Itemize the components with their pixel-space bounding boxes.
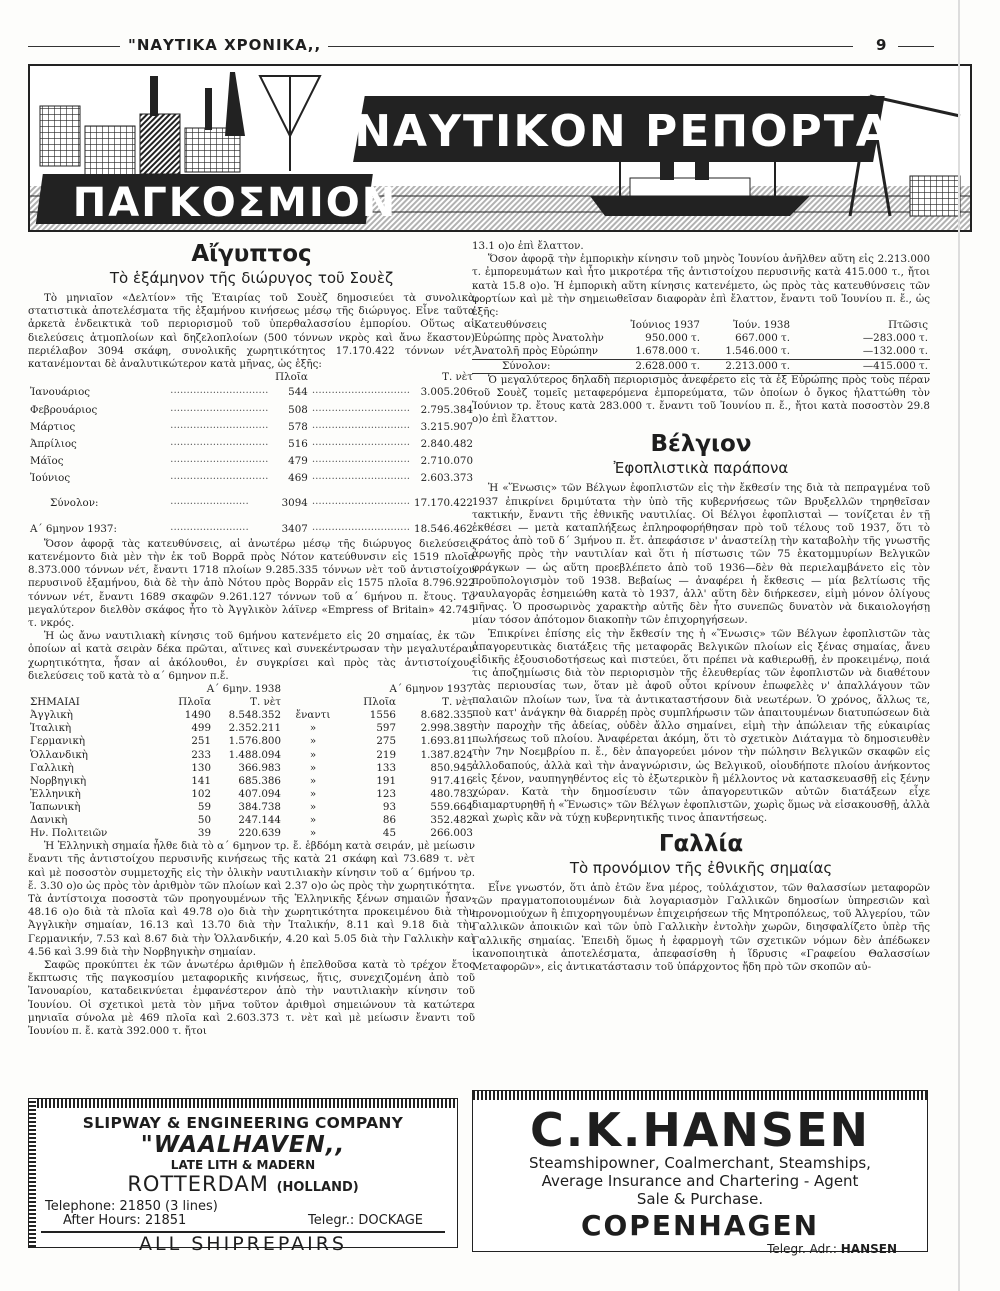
direction-total-label: Σύνολον: — [502, 359, 551, 372]
table-row — [28, 775, 475, 788]
ships-1937: 1556 — [369, 709, 396, 722]
ad-hansen — [472, 1090, 928, 1256]
flag-name: Γαλλικὴ — [30, 761, 74, 774]
month-name: Ἰανουάριος — [30, 386, 91, 399]
june-1938-value: 667.000 τ. — [735, 332, 790, 345]
ad-hatch-top — [29, 1099, 457, 1108]
france-subheading: Τὸ προνόμιον τῆς ἐθνικῆς σημαίας — [569, 858, 833, 877]
tons-1937: 480.783 — [430, 787, 473, 800]
versus-marker: » — [309, 774, 317, 787]
egypt-para7: Ὁ μεγαλύτερος δηλαδὴ περιορισμὸς ἀνεφέρετο εἰς τὰ ἐξ Εὐρώπης πρὸς τοὺς πέραν τοῦ Σουὲζ τομεῖς μεταφερόμενα ἐμπορεύματα, τῶν ὁποίων ὁ ὄγκος ἠλαττώθη τὸν Ἰούνιον τρ. ἔτους κατὰ 283.000 τ. ἔναντι τοῦ Ἰουνίου π. ἔ., ἤτοι κατὰ ποσοστὸν 29.8 ο)ο ἐπὶ ἔλαττον. — [472, 373, 930, 426]
col-direction: Κατευθύνσεις — [474, 319, 547, 332]
month-tons: 2.840.482 — [420, 437, 473, 450]
ships-1937: 133 — [376, 761, 396, 774]
ad-hansen-telegr-label: Telegr. Adr.: — [767, 1242, 837, 1256]
versus-marker: » — [309, 722, 317, 735]
running-head — [28, 36, 972, 58]
table-row — [28, 749, 475, 762]
ad-waalhaven-after-hours: After Hours: 21851 — [63, 1213, 187, 1228]
tons-1938: 220.639 — [238, 827, 281, 840]
ad-hansen-name: C.K.HANSEN — [529, 1103, 870, 1157]
ships-1938: 59 — [197, 800, 211, 813]
leader-dots: .............................. — [311, 401, 411, 414]
ships-1938: 499 — [191, 722, 211, 735]
ad-waalhaven-name: "WAALHAVEN,, — [140, 1132, 346, 1158]
ships-1937: 219 — [376, 748, 396, 761]
belgium-para2: Ἐπικρίνει ἐπίσης εἰς τὴν ἔκθεσίν της ἡ «Ἕνωσις» τῶν Βέλγων ἐφοπλιστῶν τὰς ἀπαγορευτικὰς διατάξεις τῆς μεταφορᾶς Βελγικῶν πλοίων εἰς ξένας σημαίας, ἄνευ εἰδικῆς ἐξουσιοδοτήσεως καὶ πιστεύει, ὅτι πρέπει νὰ καθιερωθῇ, ἐν προκειμένῳ, ποιά τις ἀποζημίωσις διὰ τὸν περιορισμὸν τῆς ἐλευθερίας τῶν ἐφοπλιστῶν νὰ διαθέτουν τὰς περιουσίας των, ὅταν μὲ ἀφοῦ οὗτοι κρίνουν ἐπωφελὲς ν' ἀπαλλάγουν τῶν παλαιῶν πλοίων των, ἵνα τὰ ἀντικαταστήσουν διὰ νεωτέρων. Ὁ χρόνος, ἄλλως τε, ποὺ κατ' ἀνάγκην θὰ διαρρέῃ πρὸς συμπλήρωσιν τῶν ἀπαιτουμένων διατυπώσεων διὰ τὴν παροχὴν τῆς ἀδείας, οὐδὲν ἄλλο σημαίνει, εἰμὴ τὴν ἀπώλειαν τῆς εὐκαιρίας πωλήσεως τοῦ πλοίου. Ἀναφέρεται ἀκόμη, ὅτι τὸ σχετικὸν Διάταγμα τὸ δημοσιευθὲν τὴν 7ην Νοεμβρίου π. ἔ., δὲν ἀπαγορεύει μόνον τὴν πώλησιν Βελγικῶν σκαφῶν εἰς ἀλλοδαπούς, ἀλλὰ καὶ τὴν ἀναγνώρισιν, ὡς Βελγικοῦ, οἱουδήποτε πλοίου ἀνήκοντος εἰς ξένον, ναυπηγηθέντος εἰς τὸ ἐξωτερικὸν ἢ μέλλοντος νὰ κατασκευασθῇ εἰς ξένην χώραν. Κατὰ τὴν δημοσίευσιν τῶν ἀπαγορευτικῶν αὐτῶν διατάξεων εἶχε διαμαρτυρηθῆ ἡ «Ἕνωσις» τῶν Βέλγων ἐφοπλιστῶν, χωρὶς ὅμως νὰ εἰσακουσθῇ, ἀλλὰ καὶ χωρὶς κἂν νὰ τύχῃ κυβερνητικῆς τινος ἀπαντήσεως. — [472, 627, 930, 825]
tons-1937: 352.482 — [430, 813, 473, 826]
tons-1938: 407.094 — [238, 787, 281, 800]
direction-total-row — [472, 360, 930, 374]
month-ships: 469 — [288, 472, 308, 485]
prev-label: Α΄ 6μηνον 1937: — [30, 522, 117, 535]
col-tons-header: Τ. νὲτ — [442, 371, 473, 384]
leader-dots: .............................. — [170, 401, 269, 414]
versus-marker: » — [309, 761, 317, 774]
flag-name: Ην. Πολιτειῶν — [30, 827, 108, 840]
tons-1937: 850.945 — [430, 761, 473, 774]
header-rule-middle — [328, 46, 853, 47]
tons-1938: 247.144 — [238, 813, 281, 826]
ships-1938: 39 — [197, 827, 211, 840]
banner-illustration — [30, 66, 970, 230]
header-rule-left — [28, 46, 120, 47]
drop-value: —132.000 τ. — [862, 345, 928, 358]
tons-1938: 366.983 — [238, 761, 281, 774]
ad-hansen-telegr — [473, 1242, 927, 1256]
total-tons: 17.170.422 — [414, 497, 473, 510]
reportage-banner — [28, 64, 972, 232]
ships-1937: 191 — [376, 774, 396, 787]
egypt-para3: Ἡ ὡς ἄνω ναυτιλιακὴ κίνησις τοῦ 6μήνου κατενέμετο εἰς 20 σημαίας, ἐκ τῶν ὁποίων αἱ κατὰ σειρὰν δέκα πρῶται, αἵτινες καὶ συνεκέντρωσαν τὴν μεγαλυτέραν χωρητικότητα, ἦσαν αἱ ἀκόλουθοι, ἐν συγκρίσει καὶ πρὸς τὰς ἀντιστοίχους διελεύσεις τοῦ κατὰ τὸ α΄ 6μηνον π.ἔ. — [28, 630, 475, 682]
table-row — [28, 709, 475, 722]
month-name: Μάρτιος — [30, 420, 76, 433]
flags-header-row — [28, 696, 475, 709]
table-row — [28, 788, 475, 801]
table-row — [28, 436, 475, 453]
drop-value: —283.000 τ. — [862, 332, 928, 345]
ad-waalhaven-country: (HOLLAND) — [276, 1180, 359, 1195]
period-1938: Α΄ 6μην. 1938 — [206, 683, 281, 696]
banner-title-main — [353, 96, 926, 162]
table-row — [28, 735, 475, 748]
ships-1937: 275 — [376, 735, 396, 748]
flag-name: Ὁλλανδικὴ — [30, 748, 88, 761]
month-tons: 2.795.384 — [420, 403, 473, 416]
ad-waalhaven-telegr-value: DOCKAGE — [358, 1213, 423, 1228]
col-june-1937: Ἰούνιος 1937 — [630, 319, 700, 332]
period-1937: Α΄ 6μηνον 1937 — [389, 683, 473, 696]
ships-1938: 251 — [191, 735, 211, 748]
month-name: Ἰούνιος — [30, 472, 71, 485]
month-name: Φεβρουάριος — [30, 403, 98, 416]
banner-title-line2: ΠΑΓΚΟΣΜΙΟΝ — [72, 180, 398, 226]
flag-name: Ἰταλικὴ — [30, 722, 72, 735]
table-row — [28, 827, 475, 840]
tons-1937: 8.682.335 — [420, 709, 473, 722]
ad-waalhaven-late: LATE LITH & MADERN — [170, 1158, 316, 1172]
ships-1937: 86 — [382, 813, 396, 826]
egypt-continuation: 13.1 ο)ο ἐπὶ ἔλαττον. — [472, 240, 584, 252]
month-tons: 3.005.206 — [420, 386, 473, 399]
month-ships: 516 — [288, 437, 308, 450]
table-row — [28, 384, 475, 401]
belgium-heading: Βέλγιον — [650, 431, 752, 458]
leader-dots: .............................. — [311, 453, 411, 466]
ad-hansen-telegr-value: HANSEN — [840, 1242, 897, 1256]
month-name: Μάϊος — [30, 455, 64, 468]
tons-1938: 685.386 — [238, 774, 281, 787]
egypt-intro: Τὸ μηνιαῖον «Δελτίον» τῆς Ἑταιρίας τοῦ Σουὲζ δημοσιεύει τὰ συνολικὰ στατιστικὰ ἀποτελέσματα τῆς ἑξαμήνου κινήσεως μέσῳ τῆς διώρυγος. Εἶνε ταῦτα ἀρκετὰ ἐνδεικτικὰ τοῦ περιορισμοῦ τοῦ ὑπερθαλασσίου ἐμπορίου. Οὕτως αἱ διελεύσεις ἀτμοπλοίων καὶ δηζελοπλοίων (500 τόννων νκρὸς καὶ ἄνω ἕκαστον) περιέλαβον 3094 σκάφη, συνολικῆς χωρητικότητος 17.170.422 τόννων νέτ, κατανέμονται δὲ ἀναλυτικώτερον κατὰ μῆνας, ὡς ἑξῆς: — [28, 292, 475, 371]
table-row — [28, 419, 475, 436]
col-drop: Πτῶσις — [888, 319, 928, 332]
ad-waalhaven-company: SLIPWAY & ENGINEERING COMPANY — [82, 1114, 404, 1132]
month-ships: 544 — [288, 386, 308, 399]
ad-hansen-hatch-top — [473, 1091, 927, 1100]
direction-name: Ἀνατολῆ πρὸς Εὐρώπην — [474, 345, 598, 358]
monthly-table-header — [28, 371, 475, 384]
prev-period-row: Α΄ 6μηνον 1937: ........................ 3407 .............................. 18.546.462 — [28, 521, 475, 538]
month-ships: 578 — [288, 420, 308, 433]
month-tons: 2.710.070 — [420, 455, 473, 468]
ships-1938: 50 — [197, 813, 211, 826]
tons-1938: 1.576.800 — [228, 735, 281, 748]
month-tons: 3.215.907 — [420, 420, 473, 433]
col-ships-38: Πλοῖα — [178, 696, 211, 709]
prev-ships: 3407 — [281, 522, 308, 535]
total-ships: 3094 — [281, 497, 308, 510]
month-ships: 479 — [288, 455, 308, 468]
tons-1937: 266.003 — [430, 827, 473, 840]
flag-name: Γερμανικὴ — [30, 735, 86, 748]
leader-dots: .............................. — [170, 453, 269, 466]
month-name: Ἀπρίλιος — [30, 437, 77, 450]
direction-total-drop: —415.000 τ. — [862, 359, 928, 372]
table-row — [28, 801, 475, 814]
tons-1937: 1.693.811 — [420, 735, 473, 748]
ad-waalhaven-phone: Telephone: 21850 (3 lines) — [45, 1199, 218, 1214]
table-row — [28, 402, 475, 419]
ships-1937: 597 — [376, 722, 396, 735]
flag-name: Νορβηγικὴ — [30, 774, 87, 787]
table-row — [28, 762, 475, 775]
tons-1937: 559.664 — [430, 800, 473, 813]
versus-marker: » — [309, 748, 317, 761]
ad-waalhaven-location — [29, 1172, 457, 1200]
egypt-subheading: Τὸ ἑξάμηνον τῆς διώρυγος τοῦ Σουὲζ — [109, 269, 394, 287]
tons-1938: 384.738 — [238, 800, 281, 813]
monthly-transits-table — [28, 371, 475, 538]
leader-dots: .............................. — [170, 435, 269, 448]
header-rule-right — [898, 46, 934, 47]
leader-dots: .............................. — [170, 384, 269, 397]
versus-marker: » — [309, 827, 317, 840]
tons-1938: 8.548.352 — [228, 709, 281, 722]
ships-1937: 123 — [376, 787, 396, 800]
flag-name: Ἰαπωνικὴ — [30, 800, 81, 813]
ad-hansen-desc3: Sale & Purchase. — [636, 1190, 764, 1208]
egypt-para2: Ὅσον ἀφορᾷ τὰς κατευθύνσεις, αἱ ἀνωτέρω μέσῳ τῆς διώρυγος διελεύσεις κατενέμοντο διὰ μὲν τὴν ἐκ τοῦ Βορρᾶ πρὸς Νότον κατεύθυνσιν εἰς 1519 πλοῖα 8.373.000 τόννων νέτ, ἔναντι 1718 πλοίων 9.285.335 τόννων νὲτ τοῦ ἀντιστοίχου περυσινοῦ ἑξαμήνου, διὰ δὲ τὴν ἀπὸ Νότου πρὸς Βορρᾶν εἰς 1575 πλοῖα 8.796.922 τόννων νέτ, ἔναντι 1689 σκαφῶν 9.261.127 τόννων τοῦ α΄ 6μήνου π. ἔτους. Τὸ μεγαλύτερον διελθὸν σκάφος ἦτο τὸ Ἀγγλικὸν λάϊνερ «Empress of Britain» 42.745 τ. νκρός. — [28, 537, 475, 630]
paper-title: "ΝΑΥΤΙΚΑ ΧΡΟΝΙΚΑ,, — [128, 36, 322, 54]
leader-dots: .............................. — [311, 418, 411, 431]
egypt-para4: Ἡ Ἑλληνικὴ σημαία ἦλθε διὰ τὸ α΄ 6μηνον τρ. ἔ. ἑβδόμη κατὰ σειράν, μὲ μείωσιν ἔναντι τῆς ἀντιστοίχου περυσινῆς κινήσεως τῆς κατὰ 21 σκάφη καὶ 73.689 τ. νὲτ καὶ μὲ ποσοστὸν συμμετοχῆς εἰς τὴν ὁλικὴν ναυτιλιακὴν κίνησιν τοῦ α΄ 6μήνου τρ. ἔ. 3.30 ο)ο ὡς πρὸς τὸν ἀριθμὸν τῶν πλοίων καὶ 2.37 ο)ο ὡς πρὸς τὴν χωρητικότητα. Τὰ ἀντίστοιχα ποσοστὰ τῶν προηγουμένων τῆς Ἑλληνικῆς ξένων σημαιῶν ἦσαν: 48.16 ο)ο διὰ τὰ πλοῖα καὶ 49.78 ο)ο διὰ τὴν χωρητικότητα προκειμένου διὰ τὴν Ἀγγλικὴν σημαίαν, 16.13 καὶ 13.70 διὰ τὴν Ἰταλικήν, 8.11 καὶ 9.18 διὰ τὴν Γερμανικήν, 7.53 καὶ 8.67 διὰ τὴν Ὁλλανδικήν, 4.20 καὶ 5.05 διὰ τὴν Γαλλικὴν καὶ 4.56 καὶ 3.99 διὰ τὴν Νορβηγικὴν σημαίαν. — [28, 840, 475, 958]
leader-dots: .............................. — [170, 418, 269, 431]
tons-1938: 2.352.211 — [228, 722, 281, 735]
page-edge — [958, 0, 960, 1291]
ships-1937: 93 — [382, 800, 396, 813]
column-right — [472, 240, 930, 974]
table-row — [472, 332, 930, 345]
ad-waalhaven — [28, 1098, 458, 1255]
belgium-para1: Ἡ «Ἕνωσις» τῶν Βέλγων ἐφοπλιστῶν εἰς τὴν ἔκθεσίν της διὰ τὰ πεπραγμένα τοῦ 1937 ἐπικρίνει δριμύτατα τὴν ὑπὸ τῆς κυβερνήσεως τῶν Βρυξελλῶν τηρηθεῖσαν τακτικήν, ἔναντι τῆς ἐθνικῆς ναυτιλίας. Οἱ Βέλγοι ἐφοπλισταὶ — τονίζεται ἐν τῇ ἐκθέσει — μετὰ καταπλήξεως ἐπληροφορήθησαν πρὸ τοῦ τέλους τοῦ 1937, ὅτι τὸ κράτος ἀπὸ τοῦ δ΄ 3μήνου π. ἔτ. ἀπεφάσισε ν' ἀναστείλῃ τὴν καταβολὴν τῆς γνωστῆς ἀρωγῆς πρὸς τὴν ναυτιλίαν καὶ ὅτι ἡ πίστωσις τῶν 75 ἑκατομμυρίων Βελγικῶν φράγκων — ὡς αὕτη προεβλέπετο ἀπὸ τοῦ 1936—δὲν θὰ περιελαμβάνετο εἰς τὸν προϋπολογισμὸν τοῦ 1938. Βεβαίως — ἀναφέρει ἡ ἔκθεσις — μία βελτίωσις τῆς ναυλαγορᾶς ἐσημειώθη κατὰ τὸ 1937, ἀλλ' αὕτη δὲν διήρκεσεν, εἰμὴ μόνον ὀλίγους μῆνας. Ὁ προσωρινὸς χαρακτὴρ αὐτῆς δὲν ἦτο συνεπῶς δυνατὸν νὰ δικαιολογήσῃ μίαν τόσον ἀπότομον διακοπὴν τῶν ἐπιχορηγήσεων. — [472, 482, 930, 627]
ships-1938: 130 — [191, 761, 211, 774]
flag-name: Ἑλληνικὴ — [30, 787, 81, 800]
june-1937-value: 950.000 τ. — [645, 332, 700, 345]
col-ships-37: Πλοῖα — [363, 696, 396, 709]
banner-title-second — [36, 174, 397, 226]
flag-name: Δανικὴ — [30, 813, 68, 826]
direction-name: Εὐρώπης πρὸς Ἀνατολὴν — [474, 332, 604, 345]
versus-marker: » — [309, 800, 317, 813]
total-label: Σύνολον: — [50, 497, 99, 510]
france-heading: Γαλλία — [658, 830, 744, 857]
page-number: 9 — [876, 36, 887, 54]
table-row — [28, 453, 475, 470]
direction-table — [472, 319, 930, 373]
versus-marker: » — [309, 735, 317, 748]
col-tons-38: Τ. νὲτ — [250, 696, 281, 709]
leader-dots: .............................. — [311, 470, 411, 483]
col-june-1938: Ἰούν. 1938 — [733, 319, 790, 332]
month-ships: 508 — [288, 403, 308, 416]
ad-waalhaven-contacts — [29, 1200, 457, 1228]
belgium-subheading: Ἐφοπλιστικὰ παράπονα — [613, 459, 789, 478]
ad-waalhaven-city: ROTTERDAM — [127, 1172, 269, 1196]
ad-waalhaven-telegr — [308, 1214, 423, 1228]
month-tons: 2.603.373 — [420, 472, 473, 485]
june-1937-value: 1.678.000 τ. — [635, 345, 700, 358]
table-row — [28, 470, 475, 487]
ships-1937: 45 — [382, 827, 396, 840]
table-row — [472, 345, 930, 359]
leader-dots: .............................. — [311, 384, 411, 397]
table-row — [28, 814, 475, 827]
leader-dots: .............................. — [170, 470, 269, 483]
direction-total-1937: 2.628.000 τ. — [635, 359, 700, 372]
table-row — [28, 722, 475, 735]
egypt-heading: Αἴγυπτος — [191, 241, 312, 267]
flag-name: Ἀγγλικὴ — [30, 709, 73, 722]
col-flags: ΣΗΜΑΙΑΙ — [30, 696, 80, 709]
ad-hansen-city: COPENHAGEN — [580, 1209, 820, 1242]
col-tons-37: Τ. νὲτ — [442, 696, 473, 709]
egypt-para5: Σαφῶς προκύπτει ἐκ τῶν ἀνωτέρω ἀριθμῶν ἡ ἐπελθοῦσα κατὰ τὸ τρέχον ἔτος ἔκπτωσις τῆς παγκοσμίου μεταφορικῆς κινήσεως, ἥτις, συνεχιζομένη ἀπὸ τοῦ Ἰανουαρίου, καταδεικνύεται ἐμφανέστερον ἀπὸ τὴν ναυτιλιακὴν κίνησιν τοῦ Ἰουνίου. Οἱ σχετικοὶ μετὰ τὸν μῆνα τοῦτον ἀριθμοὶ σημειώνουν τὰ κατώτερα μηνιαῖα σύνολα μὲ 469 πλοῖα καὶ 2.603.373 τ. νὲτ καὶ μὲ μείωσιν ἔναντι τοῦ Ἰουνίου π. ἔ. κατὰ 392.000 τ. ἤτοι — [28, 959, 475, 1038]
ships-1938: 141 — [191, 774, 211, 787]
versus-marker: » — [309, 787, 317, 800]
direction-total-1938: 2.213.000 τ. — [725, 359, 790, 372]
flags-period-row — [28, 683, 475, 696]
direction-header-row — [472, 319, 930, 332]
prev-tons: 18.546.462 — [414, 522, 473, 535]
versus-marker: ἔναντι — [295, 709, 331, 722]
leader-dots: .............................. — [311, 435, 411, 448]
tons-1937: 1.387.824 — [420, 748, 473, 761]
ad-waalhaven-telegr-label: Telegr.: — [308, 1213, 355, 1228]
column-left — [28, 240, 475, 1038]
flags-table — [28, 683, 475, 840]
ad-hansen-desc1: Steamshipowner, Coalmerchant, Steamships, — [529, 1154, 871, 1172]
monthly-total-row: Σύνολον: ........................ 3094 .............................. 17.170.422 — [28, 495, 475, 512]
ships-1938: 1490 — [184, 709, 211, 722]
tons-1937: 917.416 — [430, 774, 473, 787]
tons-1938: 1.488.094 — [228, 748, 281, 761]
egypt-para6: Ὅσον ἀφορᾷ τὴν ἐμπορικὴν κίνησιν τοῦ μηνὸς Ἰουνίου ἀνῆλθεν αὕτη εἰς 2.213.000 τ. ἐμπορευμάτων καὶ ἦτο μικροτέρα τῆς ἀντιστοίχου περυσινῆς κατὰ 415.000 τ., ἤτοι κατὰ 15.8 ο)ο. Ἡ ἐμπορικὴ αὕτη κίνησις κατενέμετο, ὡς πρὸς τὰς κατευθύνσεις τῶν φορτίων καὶ μὲ τὴν σημειωθεῖσαν διαφορὰν ἐπὶ ἔλαττον, ἔναντι τοῦ Ἰουνίου π. ἔ., ὡς ἑξῆς: — [472, 253, 930, 319]
banner-title-line1: ΝΑΥΤΙΚΟΝ ΡΕΠΟΡΤΑΖ — [354, 106, 926, 157]
versus-marker: » — [309, 813, 317, 826]
col-ships-header: Πλοῖα — [275, 371, 308, 384]
june-1938-value: 1.546.000 τ. — [725, 345, 790, 358]
ad-hansen-desc2: Average Insurance and Chartering - Agent — [541, 1172, 859, 1190]
ad-waalhaven-slogan: ALL SHIPREPAIRS — [41, 1231, 445, 1255]
france-para1: Εἶνε γνωστόν, ὅτι ἀπὸ ἐτῶν ἕνα μέρος, τοὐλάχιστον, τῶν θαλασσίων μεταφορῶν τῶν πραγματοποιουμένων διὰ λογαριασμὸν Γαλλικῶν δημοσίων ὑπηρεσιῶν καὶ προνομιούχων ἢ ἐπιχορηγουμένων ἐπιχειρήσεων τῆς Μητροπόλεως, τοῦ Ἀλγερίου, τῶν Γαλλικῶν ἀποικιῶν καὶ τῶν ὑπὸ Γαλλικὴν ἐντολὴν χωρῶν, διησφαλίζετο ὑπὲρ τῆς Γαλλικῆς σημαίας. Ἐπειδὴ ὅμως ἡ ἐφαρμογὴ τῶν σχετικῶν νόμων δὲν ἀπέδωκεν ἱκανοποιητικὰ ἀποτελέσματα, ἀπεφασίσθη ἡ ἵδρυσις «Γραφείου Θαλασσίων Μεταφορῶν», εἰς ἀντικατάστασιν τοῦ ὑπάρχοντος ἤδη πρὸ τῶν σκοπῶν αὐ- — [472, 881, 930, 973]
tons-1937: 2.998.389 — [420, 722, 473, 735]
ships-1938: 233 — [191, 748, 211, 761]
ships-1938: 102 — [191, 787, 211, 800]
